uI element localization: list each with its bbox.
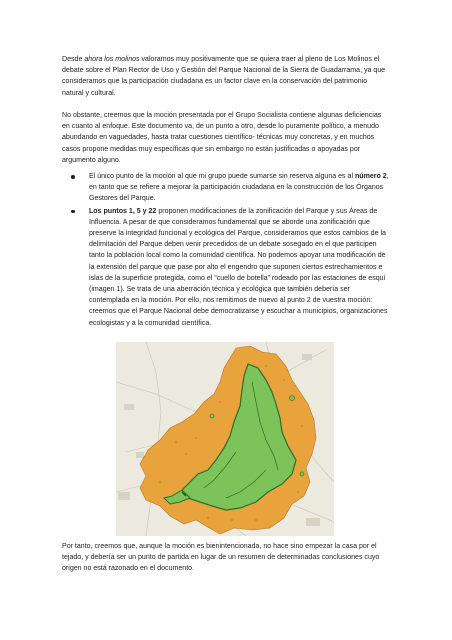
paragraph-objection: No obstante, creemos que la moción presentada por el Grupo Socialista contiene algunas deficiencias en cuanto al enfoque. Este documento va, de un punto a otro, desde lo puramente político, a menudo abundando en vaguedades, hasta tratar cuestiones científico- técnicas muy concretas, y en muchos casos propone medidas muy específicas que sin embargo no están justificadas o apoyadas por argumento alguno. — [62, 112, 382, 164]
bullet1-bold: número 2 — [354, 173, 387, 180]
bullet-item — [62, 171, 390, 205]
bullet-dot-icon — [71, 175, 75, 179]
bullet-dot-icon — [71, 210, 75, 214]
intro-rest: valoramos muy positivamente que se quiera traer al pleno de Los Molinos el debate sobre el Plan Rector de Uso y Gestión del Parque Nacional de la Sierra de Guadarrama, ya que consideramos que la participación ciudadana es un factor clave en la conservación del patrimonio natural y cultural. — [62, 56, 386, 97]
bullet-list — [62, 171, 390, 329]
bullet-item — [62, 206, 390, 329]
paragraph-conclusion: Por tanto, creemos que, aunque la moción es bienintencionada, no hace sino empezar la casa por el tejado, y debería ser un punto de partida en lugar de un resumen de determinadas conclusiones cuyo origen no está razonado en el documento. — [62, 543, 380, 573]
bullet2-bold: Los puntos 1, 5 y 22 — [89, 207, 157, 215]
paragraph-intro — [62, 54, 390, 99]
bullet1-lead: El único punto de la moción al que mi grupo puede sumarse sin reserva alguna es al — [89, 173, 355, 180]
intro-lead: Desde — [62, 56, 85, 63]
bullet2-rest: proponen modificaciones de la zonificación del Parque y sus Áreas de Influencia. A pesar de que consideramos fundamental que se aborde una zonificación que preserve la integridad funcional y ecológica del Parque, consideramos que estos cambios de la delimitación del Parque deben venir precedidos de un debate sosegado en el que participen tanto la población local como la comunidad científica. No podemos apoyar una modificación de la extensión del parque que pase por alto el engendro que suponen ciertos estrechamientos e islas de la superficie protegida, como el “cuello de botella” rodeado por las estaciones de esquí (imagen 1). Se trata de una aberración técnica y ecológica que también debería ser contemplada en la moción. Por ello, nos remitimos de nuevo al punto 2 de vuestra moción: creemos que el Parque Nacional debe democratizarse y escuchar a municipios, organizaciones ecologistas y a la comunidad científica. — [89, 207, 388, 327]
park-zoning-map — [116, 342, 334, 536]
map-svg — [116, 342, 334, 536]
bullet1-rest: , en tanto que se refiere a mejorar la participación ciudadana en la construcción de los Órganos Gestores del Parque. — [89, 173, 389, 203]
intro-italic: ahora los molinos — [84, 56, 140, 63]
